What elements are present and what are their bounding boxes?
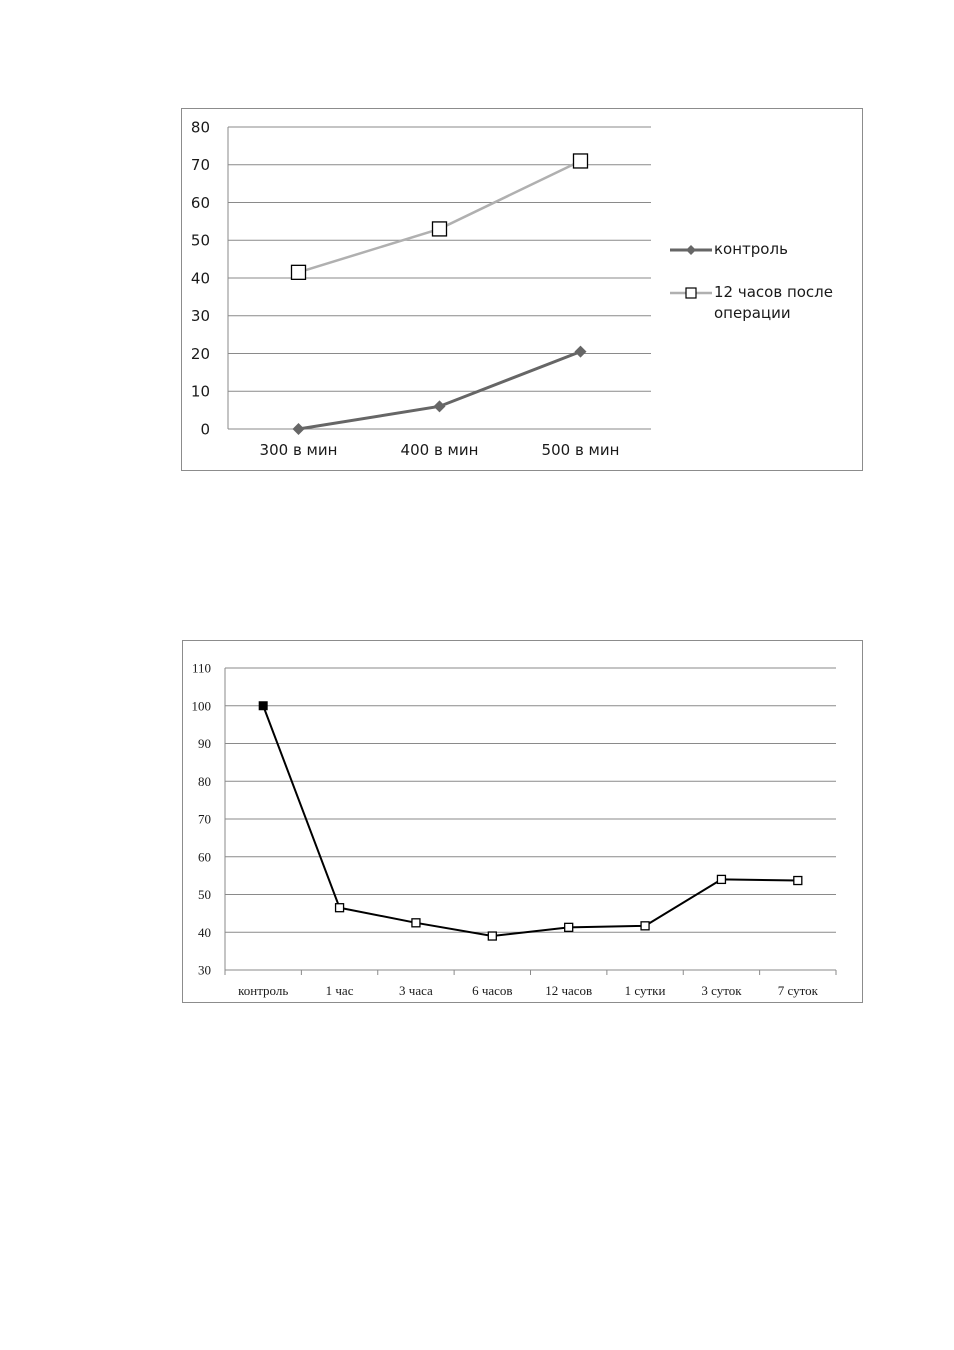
y-tick-label: 80 (198, 773, 211, 789)
y-tick-label: 30 (190, 307, 210, 325)
y-tick-label: 110 (191, 660, 211, 676)
data-point (293, 423, 305, 435)
data-point (641, 922, 649, 930)
y-tick-label: 30 (198, 962, 211, 978)
x-tick-label: 300 в мин (259, 441, 338, 459)
x-tick-label: 3 часа (399, 983, 433, 998)
y-tick-label: 60 (198, 849, 211, 865)
y-tick-label: 50 (198, 887, 211, 903)
data-point (259, 702, 267, 710)
y-tick-label: 40 (198, 924, 211, 940)
y-tick-label: 50 (190, 231, 210, 250)
x-tick-label: контроль (238, 983, 289, 998)
y-tick-label: 60 (190, 193, 210, 212)
y-tick-label: 0 (200, 420, 210, 439)
x-tick-label: 6 часов (472, 983, 513, 998)
chart-timecourse-plot (183, 641, 864, 1004)
y-tick-label: 40 (190, 269, 210, 288)
data-point (794, 877, 802, 885)
legend-item-control (668, 239, 858, 260)
y-tick-label: 70 (190, 156, 210, 174)
chart-comparison-legend (668, 239, 858, 346)
data-point (575, 346, 587, 358)
data-point (434, 400, 446, 412)
data-point (412, 919, 420, 927)
legend-label-control: контроль (714, 240, 788, 258)
chart-comparison (181, 108, 863, 471)
data-point (565, 923, 573, 931)
legend-label-12h-line2: операции (714, 304, 791, 322)
x-tick-label: 500 в мин (541, 441, 620, 459)
y-tick-label: 20 (190, 344, 210, 363)
x-tick-label: 1 час (325, 983, 354, 998)
legend-swatch-control (670, 239, 712, 260)
legend-item-12h (668, 282, 858, 324)
y-tick-label: 100 (191, 698, 211, 714)
y-tick-label: 70 (198, 811, 211, 827)
series-line (299, 352, 581, 429)
data-point (717, 875, 725, 883)
chart-timecourse (182, 640, 863, 1003)
y-tick-label: 10 (190, 382, 210, 401)
data-point (433, 222, 447, 236)
legend-swatch-12h (670, 282, 712, 303)
y-tick-label: 90 (198, 736, 211, 752)
series-line (299, 161, 581, 272)
data-point (336, 904, 344, 912)
data-point (574, 154, 588, 168)
x-tick-label: 12 часов (545, 983, 593, 998)
x-tick-label: 7 суток (777, 983, 818, 998)
x-tick-label: 400 в мин (400, 441, 479, 459)
legend-label-12h-line1: 12 часов после (714, 283, 833, 301)
data-point (292, 265, 306, 279)
data-point (488, 932, 496, 940)
series-line (263, 706, 798, 936)
x-tick-label: 1 сутки (624, 983, 666, 998)
y-tick-label: 80 (190, 118, 210, 137)
x-tick-label: 3 суток (701, 983, 742, 998)
